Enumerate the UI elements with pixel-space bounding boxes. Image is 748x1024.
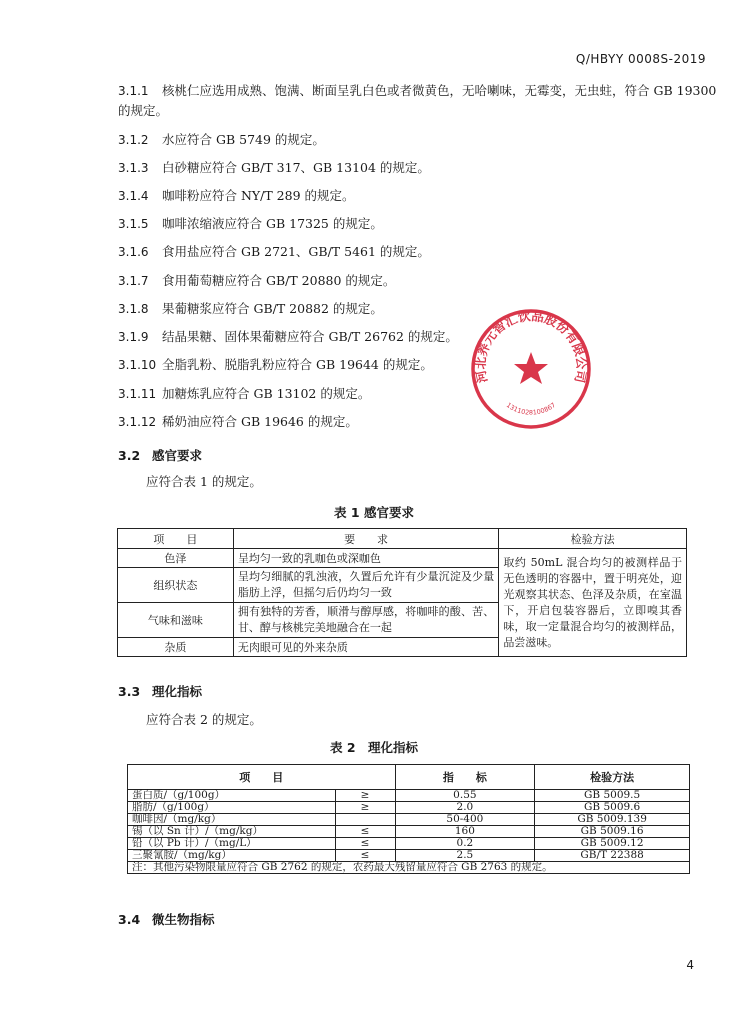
clause-item (118, 385, 370, 403)
clause-number: 3.1.4 (118, 189, 149, 203)
section-number: 3.4 (118, 912, 141, 927)
row-method: GB 5009.16 (535, 826, 690, 838)
row-item: 蛋白质/（g/100g） (128, 790, 336, 802)
row-item: 锡（以 Sn 计）/（mg/kg） (128, 826, 336, 838)
clause-number: 3.1.8 (118, 302, 149, 316)
clause-item (118, 187, 355, 205)
section-3-2-text: 应符合表 1 的规定。 (146, 474, 262, 489)
clause-text: 咖啡浓缩液应符合 GB 17325 的规定。 (162, 216, 383, 231)
section-3-3-text: 应符合表 2 的规定。 (146, 712, 262, 727)
clause-item (118, 243, 430, 261)
clause-item (118, 356, 433, 374)
table-row (128, 826, 690, 838)
clause-item (118, 328, 458, 346)
table-row (128, 850, 690, 862)
clause-text: 白砂糖应符合 GB/T 317、GB 13104 的规定。 (162, 160, 430, 175)
row-requirement: 拥有独特的芳香，顺滑与醇厚感，将咖啡的酸、苦、甘、醇与核桃完美地融合在一起 (233, 603, 498, 638)
clause-text: 食用葡萄糖应符合 GB/T 20880 的规定。 (162, 273, 396, 288)
header-index: 指 标 (395, 765, 535, 790)
section-3-3-heading (118, 682, 202, 700)
row-operator: ≥ (335, 790, 395, 802)
table1-caption: 表 1 感官要求 (334, 505, 414, 520)
test-method: 取约 50mL 混合均匀的被测样品于无色透明的容器中，置于明亮处，迎光观察其状态、色泽及杂质，在室温下，开启包装容器后，立即嗅其香味，取一定量混合均匀的被测样品，品尝滋味。 (499, 549, 687, 657)
clause-number: 3.1.2 (118, 133, 149, 147)
row-item: 铅（以 Pb 计）/（mg/L） (128, 838, 336, 850)
row-method: GB 5009.12 (535, 838, 690, 850)
row-value: 160 (395, 826, 535, 838)
row-value: 2.5 (395, 850, 535, 862)
row-method: GB 5009.6 (535, 802, 690, 814)
section-title: 理化指标 (151, 684, 202, 699)
row-requirement: 呈均匀细腻的乳浊液，久置后允许有少量沉淀及少量脂肪上浮，但摇匀后仍均匀一致 (233, 568, 498, 603)
clause-text: 食用盐应符合 GB 2721、GB/T 5461 的规定。 (162, 244, 430, 259)
header-requirement: 要 求 (233, 529, 498, 549)
clause-number: 3.1.6 (118, 245, 149, 259)
section-title: 微生物指标 (151, 912, 215, 927)
table-note: 注：其他污染物限量应符合 GB 2762 的规定，农药最大残留量应符合 GB 2763 的规定。 (128, 862, 690, 874)
header-item: 项 目 (118, 529, 234, 549)
row-item: 组织状态 (118, 568, 234, 603)
clause-text: 核桃仁应选用成熟、饱满、断面呈乳白色或者微黄色，无哈喇味，无霉变，无虫蛀，符合 GB 19300 (162, 83, 717, 98)
table-row (128, 838, 690, 850)
clause-number: 3.1.1 (118, 84, 149, 98)
section-number: 3.2 (118, 448, 141, 463)
clause-item (118, 82, 716, 120)
row-item: 气味和滋味 (118, 603, 234, 638)
row-operator: ≤ (335, 850, 395, 862)
table-row (128, 802, 690, 814)
clause-number: 3.1.12 (118, 415, 157, 429)
row-method: GB/T 22388 (535, 850, 690, 862)
row-method: GB 5009.5 (535, 790, 690, 802)
row-value: 0.55 (395, 790, 535, 802)
clause-text: 结晶果糖、固体果葡糖应符合 GB/T 26762 的规定。 (162, 329, 458, 344)
section-number: 3.3 (118, 684, 141, 699)
page-number: 4 (686, 958, 694, 972)
company-seal (468, 306, 594, 432)
clause-item (118, 413, 358, 431)
clause-number: 3.1.11 (118, 387, 157, 401)
section-title: 感官要求 (151, 448, 202, 463)
row-item: 三聚氰胺/（mg/kg） (128, 850, 336, 862)
clause-item (118, 131, 325, 149)
row-item: 杂质 (118, 638, 234, 657)
clause-text: 水应符合 GB 5749 的规定。 (162, 132, 325, 147)
row-item: 咖啡因/（mg/kg） (128, 814, 336, 826)
star-icon (514, 352, 548, 384)
clause-item (118, 159, 430, 177)
clause-number: 3.1.9 (118, 330, 149, 344)
row-operator: ≥ (335, 802, 395, 814)
sensory-table (117, 528, 687, 657)
clause-item (118, 300, 383, 318)
row-method: GB 5009.139 (535, 814, 690, 826)
clause-item (118, 272, 395, 290)
clause-text: 果葡糖浆应符合 GB/T 20882 的规定。 (162, 301, 383, 316)
document-code: Q/HBYY 0008S-2019 (575, 52, 706, 66)
row-operator: ≤ (335, 826, 395, 838)
clause-number: 3.1.7 (118, 274, 149, 288)
table-note-row (128, 862, 690, 874)
clause-continuation: 的规定。 (118, 103, 169, 118)
row-requirement: 无肉眼可见的外来杂质 (233, 638, 498, 657)
table-row (128, 790, 690, 802)
clause-number: 3.1.10 (118, 358, 157, 372)
clause-number: 3.1.5 (118, 217, 149, 231)
clause-text: 加糖炼乳应符合 GB 13102 的规定。 (162, 386, 371, 401)
table2-caption: 表 2 理化指标 (329, 740, 419, 755)
section-3-4-heading (118, 910, 215, 928)
row-requirement: 呈均匀一致的乳咖色或深咖色 (233, 549, 498, 568)
clause-text: 全脂乳粉、脱脂乳粉应符合 GB 19644 的规定。 (162, 357, 433, 372)
clause-item (118, 215, 383, 233)
row-item: 脂肪/（g/100g） (128, 802, 336, 814)
row-value: 50-400 (395, 814, 535, 826)
table-header-row (128, 765, 690, 790)
table-row (118, 549, 687, 568)
physicochemical-table (127, 764, 690, 874)
table-header-row (118, 529, 687, 549)
clause-text: 咖啡粉应符合 NY/T 289 的规定。 (162, 188, 355, 203)
row-value: 2.0 (395, 802, 535, 814)
header-method: 检验方法 (499, 529, 687, 549)
clause-number: 3.1.3 (118, 161, 149, 175)
seal-text: 河北养元智汇饮品股份有限公司 (472, 308, 590, 385)
seal-code: 1311028100867 (504, 401, 558, 417)
table-row (128, 814, 690, 826)
row-item: 色泽 (118, 549, 234, 568)
row-operator (335, 814, 395, 826)
row-operator: ≤ (335, 838, 395, 850)
header-item: 项 目 (128, 765, 396, 790)
section-3-2-heading (118, 446, 202, 464)
clause-text: 稀奶油应符合 GB 19646 的规定。 (162, 414, 358, 429)
header-method: 检验方法 (535, 765, 690, 790)
row-value: 0.2 (395, 838, 535, 850)
